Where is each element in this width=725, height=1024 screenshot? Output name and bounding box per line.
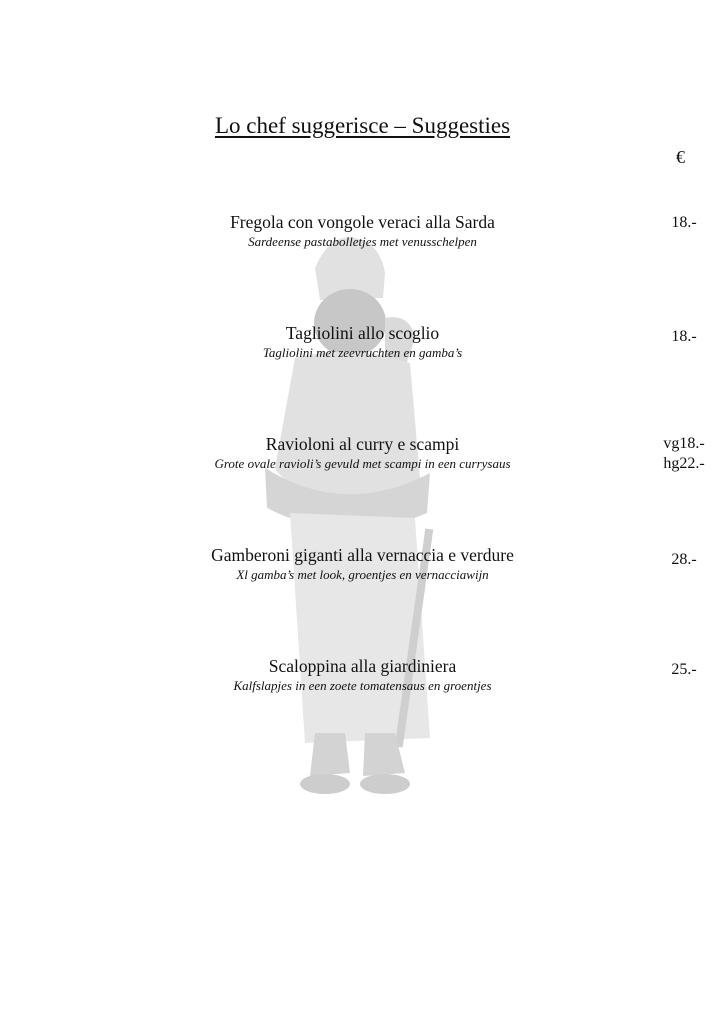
dish-name: Ravioloni al curry e scampi [265,434,460,454]
menu-item [150,211,575,251]
dish-price: 25.- [671,661,697,678]
menu-item [150,322,575,362]
dish-price: 28.- [671,551,697,568]
dish-price-half: vg18.- [663,435,705,452]
menu-title: Lo chef suggerisce – Suggesties [214,113,511,138]
dish-price: 18.- [671,328,697,345]
dish-price-full: hg22.- [663,455,705,472]
dish-name: Fregola con vongole veraci alla Sarda [230,212,495,232]
dish-description: Grote ovale ravioli’s gevuld met scampi in een currysaus [214,456,511,471]
dish-description: Kalfslapjes in een zoete tomatensaus en groentjes [233,678,492,693]
menu-item [150,655,575,695]
dish-description: Tagliolini met zeevruchten en gamba’s [262,345,463,360]
dish-description: Xl gamba’s met look, groentjes en vernacciawijn [236,567,489,582]
dish-name: Scaloppina alla giardiniera [268,656,457,676]
menu-item [150,433,575,473]
dish-price: 18.- [671,214,697,231]
menu-item [150,544,575,584]
chef-figure-watermark [245,228,460,803]
dish-description: Sardeense pastabolletjes met venusschelpen [248,234,477,249]
currency-symbol: € [676,147,685,167]
dish-name: Tagliolini allo scoglio [285,323,440,343]
dish-name: Gamberoni giganti alla vernaccia e verdure [211,545,514,565]
